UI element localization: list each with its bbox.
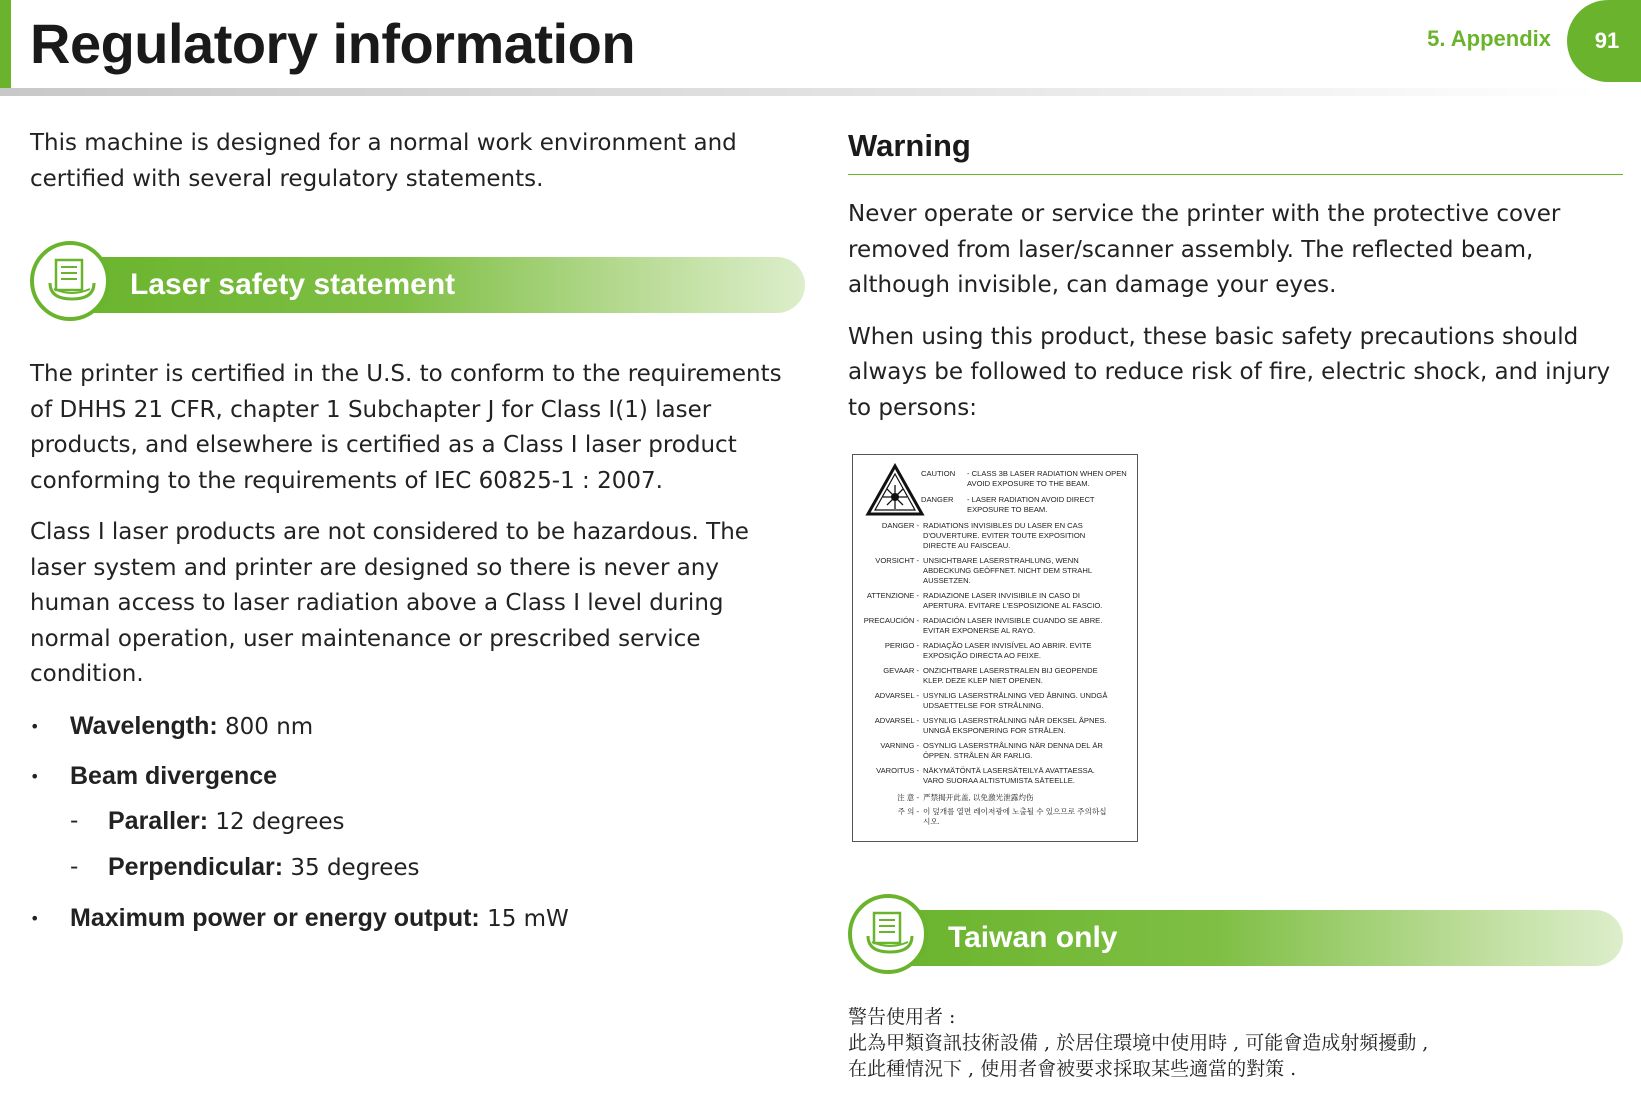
label-row: 주 의 - 이 덮개를 열면 레이저광에 노출될 수 있으므로 주의하십시오.: [897, 807, 1107, 827]
label-row: ADVARSEL - USYNLIG LASERSTRÅLNING VED ÅBNING. UNDGÅ UDSAETTELSE FOR STRÅLNING.: [874, 691, 1108, 711]
label-row: DANGER - RADIATIONS INVISIBLES DU LASER EN CAS D'OUVERTURE. EVITER TOUTE EXPOSITION DIRECTE AU FAISCEAU.: [881, 521, 1086, 551]
divergence-sublist: [70, 804, 805, 887]
taiwan-section-banner: [848, 894, 1623, 978]
spec-label: Wavelength:: [70, 711, 218, 740]
label-row: GEVAAR - ONZICHTBARE LASERSTRALEN BIJ GEOPENDE KLEP. DEZE KLEP NIET OPENEN.: [883, 666, 1098, 686]
label-row: VORSICHT - UNSICHTBARE LASERSTRAHLUNG, WENN ABDECKUNG GEÖFFNET. NICHT DEM STRAHL AUSSETZEN.: [875, 556, 1092, 586]
intro-paragraph: This machine is designed for a normal work environment and certified with several regulatory statements.: [30, 130, 737, 192]
page-number-badge: 91: [1567, 0, 1641, 82]
spec-label: Perpendicular:: [108, 853, 284, 881]
label-row: CAUTION - CLASS 3B LASER RADIATION WHEN OPEN AVOID EXPOSURE TO THE BEAM.: [921, 469, 1127, 489]
laser-paragraph-1: The printer is certified in the U.S. to conform to the requirements of DHHS 21 CFR, chapter 1 Subchapter J for Class I(1) laser products, and elsewhere is certified as a Class I laser product conforming to the requirements of IEC 60825-1 : 2007.: [30, 361, 782, 494]
list-item: [30, 759, 805, 887]
label-row: PERIGO - RADIAÇÃO LASER INVISÍVEL AO ABRIR. EVITE EXPOSIÇÃO DIRECTA AO FEIXE.: [884, 641, 1092, 661]
taiwan-line: 警告使用者 :: [848, 1006, 956, 1028]
taiwan-line: 在此種情況下 , 使用者會被要求採取某些適當的對策 .: [848, 1058, 1297, 1080]
note-icon: [848, 894, 928, 974]
warning-paragraph-2: When using this product, these basic safety precautions should always be followed to reduce risk of fire, electric shock, and injury to persons:: [848, 323, 1611, 421]
list-item: [30, 709, 805, 746]
warning-paragraph-1: Never operate or service the printer with the protective cover removed from laser/scanner assembly. The reflected beam, although invisible, can damage your eyes.: [848, 201, 1561, 298]
right-column: [848, 126, 1623, 1082]
page-title: Regulatory information: [30, 12, 636, 75]
warning-heading: Warning: [848, 126, 1623, 175]
label-row: VAROITUS - NÄKYMÄTÖNTÄ LASERSÄTEILYÄ AVATTAESSA. VARO SUORAA ALTISTUMISTA SÄTEELLE.: [876, 766, 1095, 786]
left-column: [30, 126, 805, 951]
spec-label: Beam divergence: [70, 762, 278, 790]
label-row: PRECAUCIÓN - RADIACIÓN LASER INVISIBLE CUANDO SE ABRE. EVITAR EXPONERSE AL RAYO.: [863, 616, 1103, 636]
label-row: ADVARSEL - USYNLIG LASERSTRÅLNING NÅR DEKSEL ÅPNES. UNNGÅ EKSPONERING FOR STRÅLEN.: [874, 716, 1107, 736]
spec-value: 15 mW: [479, 905, 569, 932]
header-rule: [0, 88, 1600, 96]
taiwan-notice: [848, 1004, 1623, 1082]
spec-label: Paraller:: [108, 806, 209, 835]
laser-warning-icon: [865, 463, 925, 517]
taiwan-line: 此為甲類資訊技術設備 , 於居住環境中使用時 , 可能會造成射頻擾動 ,: [848, 1032, 1429, 1054]
spec-value: 12 degrees: [208, 808, 345, 835]
label-row: DANGER - LASER RADIATION AVOID DIRECT EXPOSURE TO BEAM.: [921, 495, 1095, 515]
label-row: VARNING - OSYNLIG LASERSTRÅLNING NÄR DENNA DEL ÄR ÖPPEN. STRÅLEN ÄR FARLIG.: [880, 741, 1103, 761]
label-row: 注 意 - 严禁揭开此盖, 以免激光泄露灼伤: [897, 793, 1034, 802]
laser-spec-list: [30, 709, 805, 938]
section-title: Taiwan only: [948, 921, 1118, 954]
laser-paragraph-2: Class I laser products are not considered to be hazardous. The laser system and printer are designed so there is never any human access to laser radiation above a Class I level during normal operation, user maintenance or prescribed service condition.: [30, 519, 749, 687]
list-item: [70, 850, 805, 887]
label-row: ATTENZIONE - RADIAZIONE LASER INVISIBILE IN CASO DI APERTURA. EVITARE L'ESPOSIZIONE AL FASCIO.: [866, 591, 1103, 611]
spec-label: Maximum power or energy output:: [70, 903, 480, 932]
header-accent-bar: [0, 0, 11, 91]
note-icon: [30, 241, 110, 321]
laser-section-banner: [30, 241, 805, 325]
list-item: [70, 804, 805, 841]
laser-caution-label: [852, 454, 1138, 842]
spec-value: 35 degrees: [283, 855, 420, 881]
section-title: Laser safety statement: [130, 268, 456, 301]
spec-value: 800 nm: [217, 713, 314, 740]
chapter-label: 5. Appendix: [1427, 26, 1551, 51]
list-item: [30, 901, 805, 938]
